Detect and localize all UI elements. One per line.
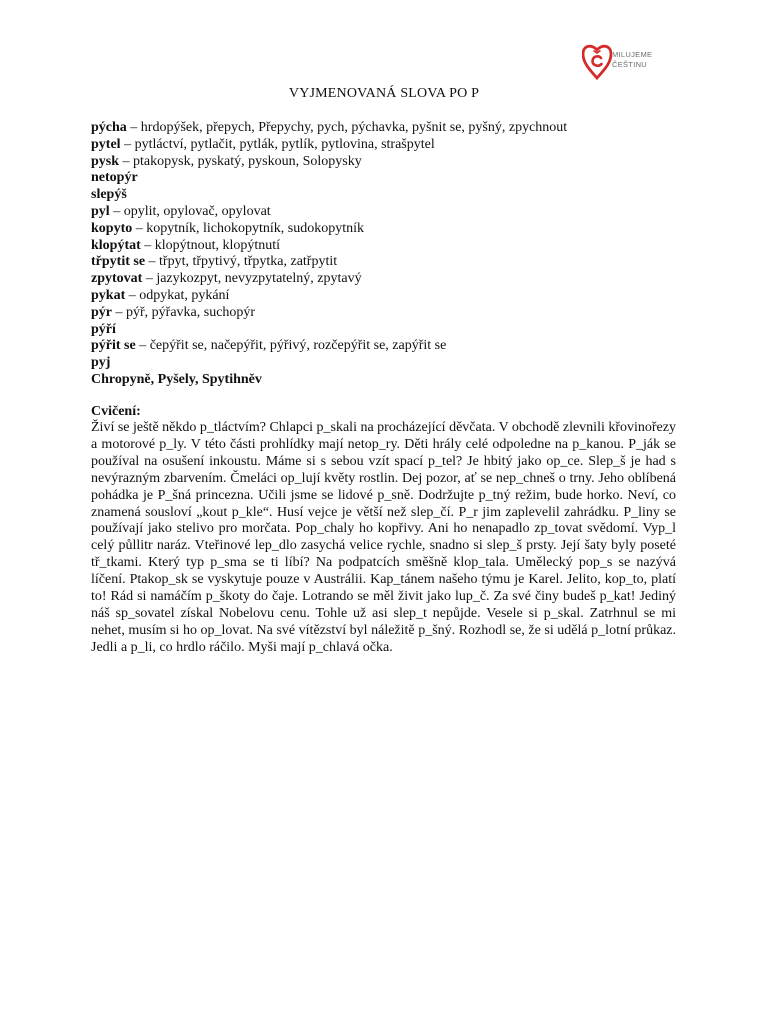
word-row (91, 204, 691, 221)
word-row (91, 238, 691, 255)
word-derivatives: – kopytník, lichokopytník, sudokopytník (132, 220, 365, 236)
word-head: pýr (91, 304, 112, 320)
page-title: VYJMENOVANÁ SLOVA PO P (288, 86, 480, 101)
word-derivatives: – třpyt, třpytivý, třpytka, zatřpytit (145, 254, 338, 270)
word-row (91, 221, 691, 238)
logo-line-2: ČEŠTINU (612, 60, 648, 69)
word-head: pýří (91, 321, 116, 337)
word-head: kopyto (91, 220, 133, 236)
word-row (91, 355, 691, 372)
word-head: pysk (91, 153, 120, 169)
word-row (91, 254, 691, 271)
word-row (91, 154, 691, 171)
word-derivatives: – čepýřit se, načepýřit, pýřivý, rozčepýřit se, zapýřit se (135, 338, 447, 354)
word-derivatives: – pýř, pýřavka, suchopýr (112, 304, 256, 320)
word-derivatives: – odpykat, pykání (125, 287, 230, 303)
word-derivatives: – jazykozpyt, nevyzpytatelný, zpytavý (142, 271, 362, 287)
word-head: třpytit se (91, 254, 146, 270)
exercise-text: Živí se ještě někdo p_tláctvím? Chlapci p_skali na procházející děvčata. V obchodě zlevnili křovinořezy a motorové p_ly. V této části prohlídky mají netop_ry. Děti hrály celé odpoledne na p_kanou. P_ják se používal na osušení inkoustu. Máme si s sebou vzít spací p_tel? Je hbitý jako op_ce. Slep_š je had s nevýrazným zbarvením. Čmeláci op_lují květy rostlin. Dej pozor, ať se nep_chneš o trny. Jeho oblíbená pohádka je P_šná princezna. Učili jsme se lidové p_sně. Dodržujte p_tný režim, bude horko. Neví, co znamená sousloví „kout p_kle“. Husí vejce je větší než slep_čí. P_r jim zaplevelil zahrádku. P_liny se používají jako stelivo pro morčata. Pop_chaly ho kopřivy. Ani ho nenapadlo zp_tovat svědomí. Vyp_l celý půllitr naráz. Vteřinové lep_dlo zasychá velice rychle, snadno si slep_š prsty. Její šaty byly poseté tř_tkami. Který typ p_sma se ti líbí? Na podpatcích směšně klop_tala. Umělecký pop_s se nazývá líčení. Ptakop_sk se vyskytuje pouze v Austrálii. Kap_tánem našeho týmu je Karel. Jelito, kop_to, platí to! Rád si namáčím p_škoty do čaje. Lotrando se měl živit jako lup_č. Za své činy budeš p_kat! Jediný náš sp_sovatel získal Nobelovu cenu. Tohle už asi slep_t nepůjde. Vesele si p_skal. Zatrhnul se mi nehet, musím si ho op_lovat. Na své vítězství byl náležitě p_šný. Rozhodl se, že si udělá p_lotní průkaz. Jedli a p_li, co hrdlo ráčilo. Myši mají p_chlavá očka. (91, 420, 676, 655)
exercise-title: Cvičení: (91, 404, 141, 419)
word-derivatives: – pytláctví, pytlačit, pytlák, pytlík, pytlovina, strašpytel (120, 136, 435, 152)
word-head: pyl (91, 203, 110, 219)
logo (582, 42, 692, 82)
word-head: netopýr (91, 170, 138, 186)
word-derivatives: – klopýtnout, klopýtnutí (140, 237, 281, 253)
word-derivatives: – opylit, opylovač, opylovat (109, 203, 271, 219)
logo-line-1: MILUJEME (612, 50, 653, 59)
word-row (91, 322, 691, 339)
logo-text (612, 50, 652, 70)
word-head: pyj (91, 355, 111, 371)
word-derivatives: – ptakopysk, pyskatý, pyskoun, Solopysky (119, 153, 362, 169)
word-row (91, 170, 691, 187)
word-row (91, 305, 691, 322)
word-head: zpytovat (91, 271, 143, 287)
word-row (91, 271, 691, 288)
word-derivatives: – hrdopýšek, přepych, Přepychy, pych, pýchavka, pyšnit se, pyšný, zpychnout (126, 120, 568, 135)
word-head: pytel (91, 136, 121, 152)
word-head: pykat (91, 287, 126, 303)
word-row (91, 187, 691, 204)
word-head: klopýtat (91, 237, 141, 253)
word-row (91, 120, 691, 137)
word-head: Chropyně, Pyšely, Spytihněv (91, 371, 262, 387)
word-row (91, 338, 691, 355)
word-head: slepýš (91, 187, 127, 203)
heart-c-logo-icon (582, 42, 612, 80)
word-list (91, 120, 691, 389)
word-row (91, 137, 691, 154)
word-row (91, 372, 691, 389)
word-head: pýcha (91, 120, 127, 135)
word-row (91, 288, 691, 305)
word-head: pýřit se (91, 338, 136, 354)
